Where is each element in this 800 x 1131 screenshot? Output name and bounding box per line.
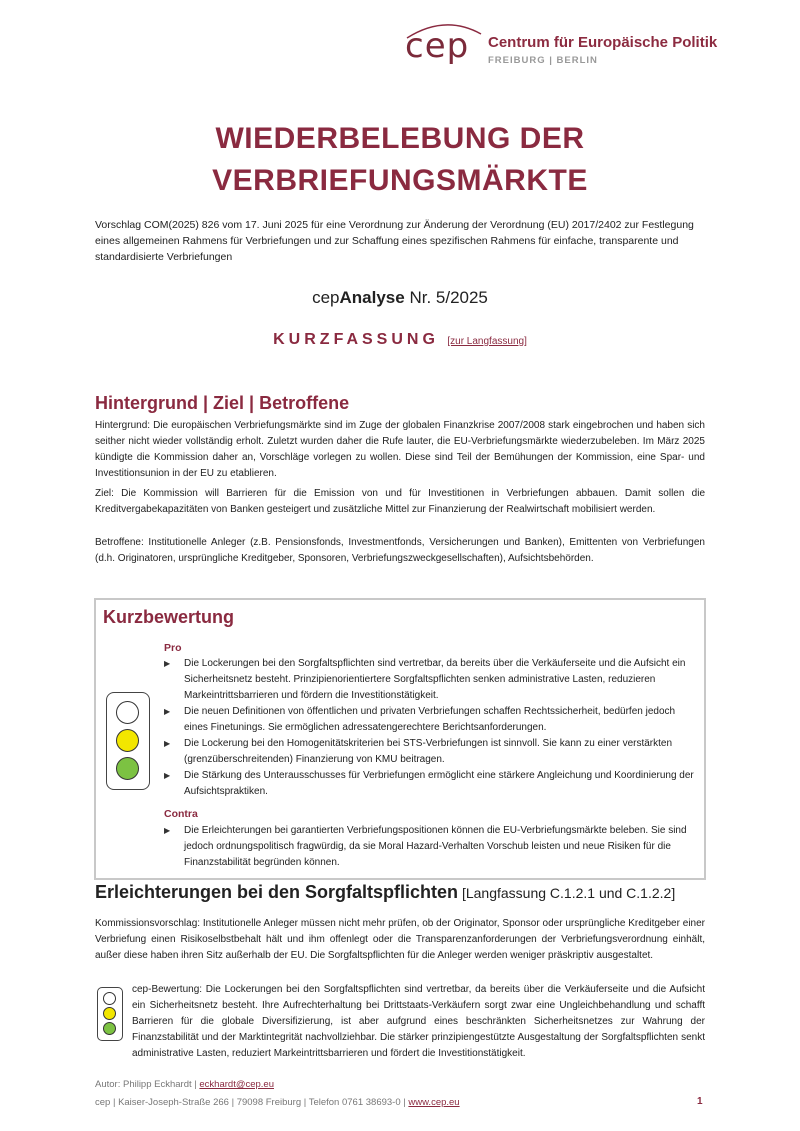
- contra-item: ▶ Die Erleichterungen bei garantierten Verbriefungspositionen können die EU-Verbriefungsmärkte beleben. Sie sind jedoch ordnungspolitisch fragwürdig, da sie Moral Hazard-Verhalten Vorschub leisten und neue Risiken für die Finanzstabilität begründen können.: [164, 823, 694, 871]
- logo: cep: [405, 26, 470, 66]
- title-line-1: WIEDERBELEBUNG DER: [215, 122, 585, 155]
- section-heading-hintergrund: Hintergrund | Ziel | Betroffene: [95, 393, 350, 413]
- pro-item: ▶ Die neuen Definitionen von öffentlichen und privaten Verbriefungen schaffen Rechtssicherheit, bedürfen jedoch eines Finetunings. Sie ermöglichen adressatengerechtere Berichtsanforderungen.: [164, 704, 694, 736]
- langfassung-link[interactable]: [zur Langfassung]: [447, 336, 527, 347]
- pro-item: ▶ Die Stärkung des Unterausschusses für Verbriefungen ermöglicht eine stärkere Angleichung und Koordinierung der Aufsichtspraktiken.: [164, 768, 694, 800]
- traffic-light-lamp-bottom: [116, 757, 139, 780]
- kurzbewertung-heading: Kurzbewertung: [103, 607, 235, 627]
- title-line-2: VERBRIEFUNGSMÄRKTE: [212, 164, 588, 197]
- proposal-subtitle: Vorschlag COM(2025) 826 vom 17. Juni 2025 für eine Verordnung zur Änderung der Verordnung (EU) 2017/2402 zur Festlegung eines allgemeinen Rahmens für Verbriefungen und zur Schaffung eines spezifischen Rahmens für einfache, transparente und standardisierte Verbriefungen: [95, 219, 694, 263]
- pro-item: ▶ Die Lockerung bei den Homogenitätskriterien bei STS-Verbriefungen ist sinnvoll. Sie kann zu einer verstärkten (grenzüberschreitenden) Finanzierung von KMU beitragen.: [164, 736, 694, 768]
- document-title: [0, 118, 800, 202]
- organization-name: Centrum für Europäische Politik: [488, 34, 718, 51]
- analysis-number: cepAnalyse Nr. 5/2025: [312, 288, 488, 307]
- traffic-light-icon: [106, 692, 150, 790]
- footer-author: Autor: Philipp Eckhardt | eckhardt@cep.eu: [95, 1079, 274, 1090]
- pro-item: ▶ Die Lockerungen bei den Sorgfaltspflichten sind vertretbar, da bereits über die Verkäuferseite und die Aufsicht ein Sicherheitsnetz besteht. Prinzipienorientiertere Sorgfaltspflichten senken administrative Lasten, reduzieren Markeintrittsbarrieren und fördern die Investitionstätigkeit.: [164, 656, 694, 704]
- footer-address: cep | Kaiser-Joseph-Straße 266 | 79098 Freiburg | Telefon 0761 38693-0 | www.cep.eu: [95, 1097, 460, 1108]
- traffic-light-lamp-top: [116, 701, 139, 724]
- small-lamp-middle: [103, 1007, 116, 1020]
- paragraph-hintergrund: Hintergrund: Die europäischen Verbriefungsmärkte sind im Zuge der globalen Finanzkrise 2007/2008 stark eingebrochen und haben sich seither nicht wieder vollständig erholt. Zuletzt wurden daher die Rufe lauter, die EU-Verbriefungsmärkte wiederzubeleben. Im März 2025 kündigte die Kommission daher an, Vorschläge vorlegen zu wollen. Diese sind Teil der Bemühungen der Kommission, eine Spar- und Investitionsunion in der EU zu etablieren.: [95, 420, 705, 479]
- pro-list: [164, 656, 694, 800]
- section-heading-sorgfaltspflichten: Erleichterungen bei den Sorgfaltspflichten [Langfassung C.1.2.1 und C.1.2.2]: [95, 882, 676, 902]
- paragraph-kommissionsvorschlag: Kommissionsvorschlag: Institutionelle Anleger müssen nicht mehr prüfen, ob der Originator, Sponsor oder ursprüngliche Kreditgeber einer Verbriefung einen Risikoselbstbehalt hält und ihm offenlegt oder die Transparenzanforderungen der Verbriefungsverordnung einhält, außer diese haben ihren Sitz außerhalb der EU. Die Sorgfaltspflichten für die Anleger werden weniger präskriptiv ausgestaltet.: [95, 918, 705, 961]
- paragraph-betroffene: Betroffene: Institutionelle Anleger (z.B. Pensionsfonds, Investmentfonds, Versicherungen und Banken), Emittenten von Verbriefungen (d.h. Originatoren, ursprüngliche Kreditgeber, Sponsoren, Verbriefungszweckgesellschaften), Aufsichtsbehörden.: [95, 537, 705, 564]
- traffic-light-lamp-middle: [116, 729, 139, 752]
- small-lamp-bottom: [103, 1022, 116, 1035]
- paragraph-cep-bewertung: cep-Bewertung: Die Lockerungen bei den Sorgfaltspflichten sind vertretbar, da bereits über die Verkäuferseite und die Aufsicht ein Sicherheitsnetz besteht. Ihre Aufrechterhaltung bei Drittstaats-Verkäufern sorgt zwar eine Ungleichbehandlung und schafft Barrieren für die globale Diversifizierung, ist aber aufgrund eines beschränkten Sicherheitsnetzes zur Wahrung der Finanzstabilität und der Marktintegrität nachvollziehbar. Die stärker prinzipiengestützte Ausgestaltung der Sorgfaltspflichten senkt administrative Lasten, reduziert Markeintrittsbarrieren und fördert die Investitionstätigkeit.: [132, 984, 705, 1059]
- contra-label: Contra: [164, 808, 198, 820]
- pro-label: Pro: [164, 642, 182, 654]
- author-email-link[interactable]: eckhardt@cep.eu: [199, 1079, 274, 1090]
- organization-cities: FREIBURG | BERLIN: [488, 55, 598, 66]
- paragraph-ziel: Ziel: Die Kommission will Barrieren für die Emission von und für Investitionen in Verbriefungen abbauen. Damit sollen die Kreditvergabekapazitäten von Banken gesteigert und zusätzliche Mittel zur Finanzierung der Realwirtschaft mobilisiert werden.: [95, 488, 705, 515]
- contra-list: [164, 823, 694, 871]
- small-lamp-top: [103, 992, 116, 1005]
- kurzfassung-heading: KURZFASSUNG [zur Langfassung]: [273, 331, 527, 348]
- website-link[interactable]: www.cep.eu: [408, 1097, 460, 1108]
- small-traffic-light-icon: [97, 987, 123, 1041]
- page-number: 1: [697, 1096, 703, 1107]
